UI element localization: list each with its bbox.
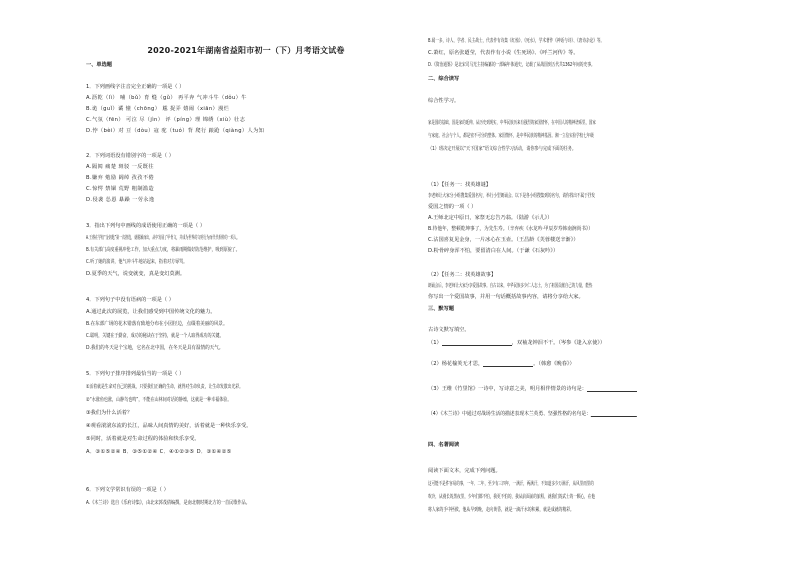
q8-item-3-number: （3） [428, 386, 442, 392]
section-heading-dictation: 三、默写题 [428, 306, 454, 312]
q8-item-2 [428, 361, 575, 367]
q5-sentence-2: ②“水涨鱼也涨，山静鸟也鸣”，不能在山林间对话的静谧，这就是一种幸福体验。 [86, 397, 232, 403]
task1-option-d[interactable]: D.粉骨碎身浑不怕，要留清白在人间。（于谦《石灰吟》） [428, 248, 559, 254]
q5-options[interactable]: A．③①⑤②④ B．③⑤①②④ C．④①②③⑤ D．③①④②⑤ [86, 449, 232, 455]
q8-item-1 [428, 340, 605, 346]
q8-item-3 [428, 386, 637, 392]
q4-stem: 4．下列句子中没有语病的一项是（ ） [86, 297, 174, 303]
task1-label: （1）【任务一：找英雄谜】 [428, 182, 491, 188]
left-column [86, 0, 406, 562]
q9-passage-line-2: 吹冷，从漫长的黑夜里，少年们都不怕，我更不怕的，我从前面前的旅程，就我们的武士的一颗心，在他 [428, 494, 596, 500]
q3-option-b[interactable]: B.有关部门高度重视冲伦工作，加大重点力度，将暴雨期做好防范维护，吸到原貌了。 [86, 247, 240, 253]
q6-option-c[interactable]: C.萧红，原名张廼莹，代表作有小说《生死场》、《呼兰河传》等。 [428, 50, 579, 56]
section-heading-classics: 四、名著阅读 [428, 442, 460, 448]
exam-title: 2020-2021年湖南省益阳市初一（下）月考语文试卷 [147, 46, 345, 55]
q3-stem: 3．指出下列句中画线的成语使用正确的一项是（ ） [86, 223, 206, 229]
q1-option-a[interactable]: A.沥乾（lì） 哺（bǔ）育 缝（gǔ） 再平奔 气冲斗牛（dǒu）牛 [86, 95, 247, 101]
q2-option-d[interactable]: D.侵袭 怂恿 暴躁 一劳永逸 [86, 197, 155, 203]
q2-option-a[interactable]: A.隔阂 痛楚 斑驳 一反既往 [86, 164, 154, 170]
task1-option-a[interactable]: A.王师北定中原日，家祭无忘告乃翁。（陆游《示儿》） [428, 215, 553, 221]
q8-item-2-number: （2） [428, 361, 442, 367]
q4-option-a[interactable]: A.通过此次的展览，让我们感受到中国传统文化的魅力。 [86, 309, 216, 315]
q5-sentence-1: ①活着就是生命对自己的挑战，只要我们正确的生命，就得对生命负责，让生命发散出光彩。 [86, 384, 243, 390]
task1-option-c[interactable]: C.沾国喜复见金身，一片冰心在玉壶。（王昌龄《芙蓉楼送辛渐》） [428, 237, 579, 243]
q1-option-c[interactable]: C.气氛（fēn） 可泣 尽（jìn） 评（píng）理 锦绣（xiù）壮志 [86, 117, 246, 123]
q1-option-d[interactable]: D.悖（bèi）对 豆（dòu）寇 驼（tuó）背 爬行 踉跄（qiàng）人为知 [86, 128, 265, 134]
task2-label: （2）【任务二：找英雄故事】 [428, 272, 497, 278]
section-heading-single-choice: 一、单选题 [86, 62, 112, 68]
q4-option-d[interactable]: D.我们的冬天是个宝地，它名在北中国，在冬天是具有温情的天气。 [86, 345, 224, 351]
q7-intro: 综合性学习。 [428, 98, 460, 104]
q8-item-1-text: ，双袖龙钟泪不干。（岑参《逢入京使》） [511, 340, 606, 346]
q2-option-b[interactable]: B.嫌弃 勉励 阔绰 孜孜不倦 [86, 175, 155, 181]
q8-item-3-text: 王维《竹里馆》一诗中，写诗意之美，明月相伴情景的诗句是： [441, 386, 587, 392]
task2-desc-line-1: 朗诵会后，李老师让大家分享爱国故事。自古以来，中华民族多少仁人志士，为了祖国贡献自己的力量，能热 [428, 283, 593, 289]
q8-item-2-blank[interactable] [483, 361, 533, 367]
q3-option-d[interactable]: D.夏季的天气，说变就变，真是变幻莫测。 [86, 271, 186, 277]
q2-option-c[interactable]: C.惊愕 禁锢 荒野 粗制滥造 [86, 186, 155, 192]
q3-option-a[interactable]: A.王睿在学校“金钥匙”第一次推选，就脱颖而出，从中发展了甲骨文，并成为世界的文明行为而代代相传的一项人。 [86, 235, 240, 241]
q8-item-2-source: 。（韩愈《晚春》） [533, 361, 575, 367]
q8-item-4-text: 《木兰诗》中通过对战场生活的描述表现木兰英勇、坚强性格的名句是： [440, 411, 591, 417]
right-column [428, 0, 780, 562]
q8-item-1-number: （1） [428, 340, 442, 346]
section-heading-integrated: 二、综合读写 [428, 76, 460, 82]
q9-passage-line-3: 将人家的手中拯救，他从早到晚，走向黄昏，就是一滴汗水的积累，就是成就的精彩。 [428, 507, 574, 513]
task2-desc-line-2: 你写出一个爱国故事，并用一句话概括故事内容，请将分享给大家。 [428, 294, 584, 300]
q6-stem: 6．下列文学常识有误的一项是（ ） [86, 487, 169, 493]
q8-item-1-blank[interactable] [442, 340, 512, 346]
q5-sentence-3: ③我们为什么活着？ [86, 410, 133, 416]
task1-desc-line-2: 爱国之情的一项（ ） [428, 204, 477, 210]
q9-stem: 阅读下面文本，完成下列问题。 [428, 468, 501, 474]
q1-stem: 1．下列画线字注音完全正确的一项是（ ） [86, 84, 185, 90]
q3-option-c[interactable]: C.听了她的演讲，他气冲斗牛地站起来，指着对方辱骂。 [86, 259, 188, 265]
task1-option-b[interactable]: B.待他年，整顿乾坤事了，为先生寿。（辛弃疾《水龙吟·甲辰岁寿韩南涧尚书》） [428, 226, 593, 232]
q7-prompt-line-1: 家是国的基础，国是家的延伸。从历史到现实，中华民族历来有强烈的家国情怀，在中国人的精神谱系里，国家 [428, 120, 596, 126]
q6-option-d[interactable]: D.《资治通鉴》是北宋司马光主持编纂的一部编年体通史，记载了从战国到五代共1362年间的史事。 [428, 62, 595, 68]
q8-item-4 [428, 411, 637, 417]
q8-item-3-blank[interactable] [587, 386, 637, 392]
q4-option-c[interactable]: C.聪明，关键在于勤奋，成功的秘诀在于坚持，就是一个人取得成功的关键。 [86, 333, 224, 339]
q6-option-b[interactable]: B.闻一多，诗人、学者、民主战士，代表作有诗集《红烛》、《死水》，学术著作《神话与诗》、《唐诗杂论》等。 [428, 38, 605, 44]
q4-option-b[interactable]: B.在东部广场的花木错落有致地分布在小园径边，点缀着美丽的风景。 [86, 321, 228, 327]
q8-stem: 古诗文默写填空。 [428, 327, 470, 333]
q8-item-4-blank[interactable] [591, 411, 637, 417]
q1-option-b[interactable]: B.诡（guǐ）谲 憧（chōng） 尴 捉弄 嬉闹（xiān）漫烂 [86, 106, 230, 112]
q6-option-a[interactable]: A.《木兰诗》选自《乐府诗集》，由北宋郭茂倩编撰，是南北朝时期北方的一首民歌作品。 [86, 500, 250, 506]
q5-sentence-5: ⑤同时，活着就是对生命过程的体验和快乐享受。 [86, 436, 200, 442]
q7-prompt-line-3: （1）班决定开展以“天下国家”语文综合性学习活动，请你参与完成下面的任务。 [428, 146, 577, 152]
q5-sentence-4: ④观看滚滚东流的长江，品味人间真情的美好，活着就是一种快乐享受。 [86, 423, 252, 429]
q8-item-2-text: 杨花榆荚无才思， [441, 361, 484, 367]
task1-desc-line-1: 李老师让大家分小组搜集爱国名句，举行小型朗诵会。以下是各小组搜集到的名句，请你找出不属于抒发 [428, 193, 596, 199]
q5-stem: 5．下列句子排序排列最恰当的一项是（ ） [86, 371, 185, 377]
q9-passage-line-1: 这可能不是件容易的事，一年、二年，至少有三四年，一满汗，两满汗，不知道多少万满汗，从风里雨里的 [428, 481, 594, 487]
q7-prompt-line-2: 与家庭、社会与个人，都是密不可分的整体。家国情怀，是中华民族的精神基因。湘一立信实验学校七年级 [428, 133, 594, 139]
q8-item-4-number: （4） [428, 411, 441, 417]
q2-stem: 2．下列词语没有错别字的一项是（ ） [86, 153, 174, 159]
